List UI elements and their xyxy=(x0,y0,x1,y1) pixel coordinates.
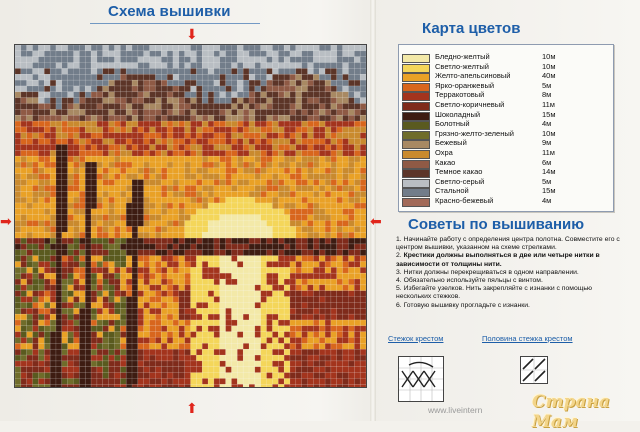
color-name: Бледно-желтый xyxy=(435,52,490,61)
site-logo: Страна Мам xyxy=(532,392,610,432)
color-name: Светло-желтый xyxy=(435,61,489,71)
color-amount: 11м xyxy=(542,148,555,157)
color-amount: 15м xyxy=(542,109,556,119)
color-row xyxy=(399,53,613,62)
tip-number: 2. xyxy=(396,252,402,260)
watermark-url: www.liveintern xyxy=(428,405,483,415)
color-amount: 15м xyxy=(542,186,556,196)
color-row xyxy=(399,111,613,120)
tip-number: 6. xyxy=(396,301,402,309)
color-amount: 10м xyxy=(542,128,556,138)
color-amount: 14м xyxy=(542,167,556,177)
color-name: Какао xyxy=(435,157,456,167)
color-name: Болотный xyxy=(435,119,470,129)
color-amount: 5м xyxy=(542,176,552,186)
color-row xyxy=(399,168,613,177)
color-row xyxy=(399,159,613,168)
tip-number: 5. xyxy=(396,285,402,293)
tip-item xyxy=(396,236,622,252)
color-amount: 4м xyxy=(542,119,552,129)
color-amount: 5м xyxy=(542,80,552,90)
pattern-canvas xyxy=(15,45,366,387)
color-row xyxy=(399,197,613,206)
color-name: Шоколадный xyxy=(435,109,481,119)
tip-item xyxy=(396,302,622,310)
tip-text: Начинайте работу с определения центра полотна. Совместите его с центром вышивки, указанном на схеме стрелками. xyxy=(396,236,620,252)
color-name: Грязно-желто-зеленый xyxy=(435,128,514,138)
tip-number: 1. xyxy=(396,236,402,243)
color-name: Охра xyxy=(435,148,453,157)
half-stitch-link[interactable]: Половина стежка крестом xyxy=(482,334,573,343)
tip-text: Нитки должны перекрещиваться в одном направлении. xyxy=(403,268,579,276)
color-name: Терракотовый xyxy=(435,90,485,100)
color-name: Желто-апельсиновый xyxy=(435,71,511,81)
tip-text: Крестики должны выполняться в две или четыре нитки в зависимости от толщины нити. xyxy=(396,252,600,268)
center-arrow-left-icon: ➡ xyxy=(0,213,12,229)
title-rule xyxy=(90,23,260,24)
page-fold xyxy=(370,0,376,421)
color-row xyxy=(399,91,613,100)
cross-stitch-pattern-grid xyxy=(14,44,367,388)
color-row xyxy=(399,130,613,139)
color-swatch xyxy=(402,198,430,207)
color-row xyxy=(399,178,613,187)
color-amount: 40м xyxy=(542,71,556,81)
tip-number: 4. xyxy=(396,277,402,285)
color-amount: 11м xyxy=(542,100,555,109)
cross-stitch-link[interactable]: Стежок крестом xyxy=(388,334,444,343)
color-row xyxy=(399,149,613,158)
color-name: Светло-коричневый xyxy=(435,100,505,109)
tips-list xyxy=(396,236,622,310)
tip-text: Готовую вышивку прогладьте с изнанки. xyxy=(403,301,530,309)
pattern-title: Схема вышивки xyxy=(108,3,231,20)
color-name: Стальной xyxy=(435,186,469,196)
tip-item xyxy=(396,285,622,301)
color-amount: 8м xyxy=(542,90,552,100)
tips-title: Советы по вышиванию xyxy=(408,216,585,233)
color-amount: 10м xyxy=(542,52,556,61)
tip-text: Избегайте узелков. Нить закрепляйте с изнанки с помощью нескольких стежков. xyxy=(396,285,592,301)
color-name: Бежевый xyxy=(435,138,467,148)
center-arrow-right-icon: ⬅ xyxy=(370,213,382,229)
color-card xyxy=(398,44,614,212)
half-stitch-diagram xyxy=(520,356,548,384)
color-amount: 6м xyxy=(542,157,552,167)
color-row xyxy=(399,72,613,81)
center-arrow-top-icon: ⬇ xyxy=(186,26,198,42)
color-amount: 4м xyxy=(542,196,552,205)
cross-stitch-diagram xyxy=(398,356,444,402)
tip-number: 3. xyxy=(396,268,402,276)
color-row xyxy=(399,82,613,91)
color-amount: 10м xyxy=(542,61,556,71)
color-name: Ярко-оранжевый xyxy=(435,80,495,90)
color-name: Светло-серый xyxy=(435,176,485,186)
tip-item xyxy=(396,269,622,277)
tip-item xyxy=(396,252,622,268)
color-amount: 9м xyxy=(542,138,552,148)
tip-text: Обязательно используйте пяльцы с винтом. xyxy=(403,277,543,285)
color-name: Красно-бежевый xyxy=(435,196,494,205)
tip-item xyxy=(396,277,622,285)
color-card-title: Карта цветов xyxy=(422,20,521,37)
center-arrow-bottom-icon: ⬆ xyxy=(186,400,198,416)
color-row xyxy=(399,187,613,196)
color-row xyxy=(399,101,613,110)
color-name: Темное какао xyxy=(435,167,483,177)
color-row xyxy=(399,139,613,148)
